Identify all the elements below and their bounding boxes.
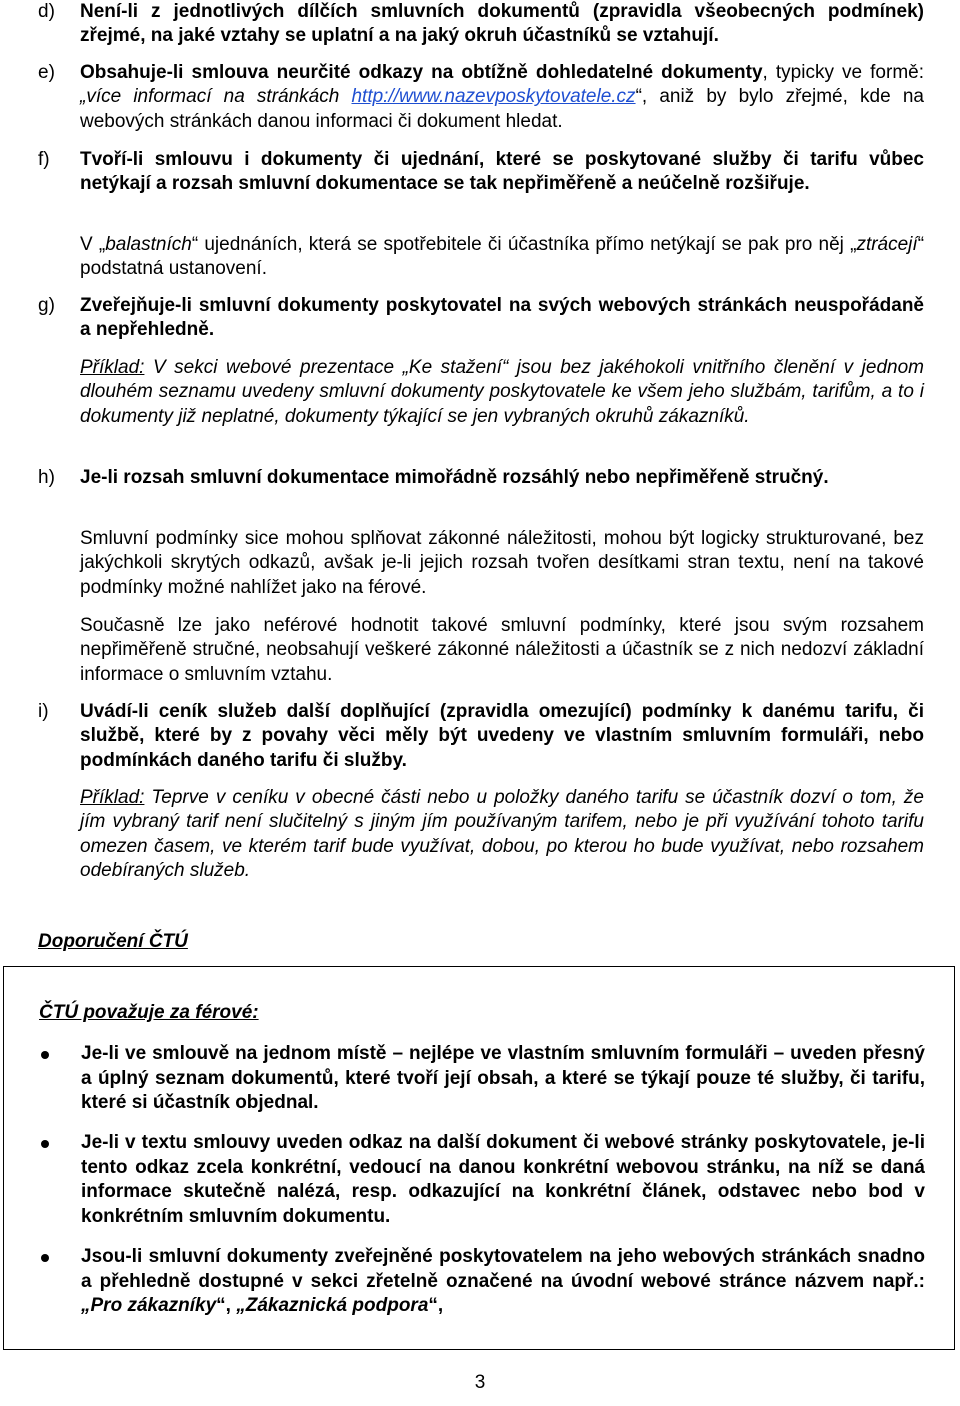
list-label: h) xyxy=(38,467,55,488)
example-text: V sekci webové prezentace „Ke stažení“ jsou bez jakéhokoli vnitřního členění v jednom dlouhém seznamu uvedeny smluvní dokumenty poskytovatele ke všem jeho službám, tarifům, a to i dokumenty již neplatné, dokumenty týkající se jen vybraných okruhů zákazníků. xyxy=(80,357,924,427)
bullet-item xyxy=(41,1245,925,1319)
section-heading: Doporučení ČTÚ xyxy=(38,931,188,952)
provider-website-link[interactable]: http://www.nazevposkytovatele.cz xyxy=(351,86,636,108)
list-text: Je-li rozsah smluvní dokumentace mimořádně rozsáhlý nebo nepřiměřeně stručný. xyxy=(80,467,829,488)
text-part: Jsou-li smluvní dokumenty zveřejněné poskytovatelem na jeho webových stránkách snadno a přehledně dostupné v sekci zřetelně označené na úvodní webové stránce názvem např.: xyxy=(81,1246,925,1292)
bullet-text: Je-li ve smlouvě na jednom místě – nejlépe ve vlastním smluvním formuláři – uveden přesný a úplný seznam dokumentů, které tvoří její obsah, a které se týkají pouze té služby, či tarifu, které si účastník objednal. xyxy=(81,1043,925,1114)
example-label: Příklad: xyxy=(80,357,145,378)
recommendation-box xyxy=(3,966,955,1350)
text-part: “ podstatná ustanovení. xyxy=(80,234,925,280)
list-text-normal: “, aniž by bylo zřejmé, kde na webových stránkách danou informaci či dokument hledat. xyxy=(80,86,924,132)
bullet-item xyxy=(41,1131,925,1229)
list-item-f xyxy=(38,148,924,197)
bullet-icon xyxy=(41,1140,49,1148)
paragraph-h-2: Současně lze jako neférové hodnotit takové smluvní podmínky, které jsou svým rozsahem nepřiměřeně stručné, neobsahují veškeré zákonné náležitosti a účastník se z nich nedozví základní informace o smluvním vztahu. xyxy=(80,615,924,685)
list-item-g xyxy=(38,294,924,343)
paragraph-h-1: Smluvní podmínky sice mohou splňovat zákonné náležitosti, mohou být logicky strukturované, bez jakýchkoli skrytých odkazů, avšak je-li jejich rozsah tvořen desítkami stran textu, není na takové podmínky možné nahlížet jako na férové. xyxy=(80,528,924,598)
box-title: ČTÚ považuje za férové: xyxy=(39,1002,259,1023)
list-text: Není-li z jednotlivých dílčích smluvních dokumentů (zpravidla všeobecných podmínek) zřejmé, na jaké vztahy se uplatní a na jaký okruh účastníků se vztahují. xyxy=(80,1,924,47)
list-item-i xyxy=(38,700,924,773)
bullet-icon xyxy=(41,1254,49,1262)
bullet-text xyxy=(81,1245,925,1319)
text-italic: ztrácejí xyxy=(856,234,918,255)
list-item-h xyxy=(38,466,924,490)
list-text-bold: Obsahuje-li smlouva neurčité odkazy na obtížně dohledatelné dokumenty xyxy=(80,62,763,83)
text-part: V „ xyxy=(80,234,106,255)
list-label: d) xyxy=(38,1,55,22)
list-item-e xyxy=(38,61,924,134)
list-text xyxy=(80,61,924,134)
list-text-normal: , typicky ve formě: xyxy=(762,62,924,83)
text-part: “, xyxy=(216,1295,237,1317)
example-label: Příklad: xyxy=(80,787,145,808)
paragraph-f xyxy=(80,233,924,282)
list-text: Uvádí-li ceník služeb další doplňující (zpravidla omezující) podmínky k danému tarifu, či službě, které by z povahy věci měly být uvedeny ve vlastním smluvním formuláři, nebo podmínkách daného tarifu či služby. xyxy=(80,701,924,771)
example-i xyxy=(80,786,924,884)
example-text: Teprve v ceníku v obecné části nebo u položky daného tarifu se účastník dozví o tom, že jím vybraný tarif není slučitelný s jiným jím používaným tarifem, nebo je při využívání tohoto tarifu omezen časem, ve kterém tarif bude využívat, dobou, po kterou ho bude využívat, nebo rozsahem odebíraných služeb. xyxy=(80,787,924,882)
list-label: i) xyxy=(38,701,49,722)
list-text: Tvoří-li smlouvu i dokumenty či ujednání, které se poskytované služby či tarifu vůbec netýkají a rozsah smluvní dokumentace se tak nepřiměřeně a neúčelně rozšiřuje. xyxy=(80,149,924,195)
list-label: e) xyxy=(38,62,55,83)
list-text-italic: „více informací na stránkách xyxy=(80,86,352,108)
list-text: Zveřejňuje-li smluvní dokumenty poskytovatel na svých webových stránkách neuspořádaně a nepřehledně. xyxy=(80,295,924,341)
text-italic: „Zákaznická podpora xyxy=(236,1295,429,1317)
page-number: 3 xyxy=(474,1372,486,1393)
text-italic: balastních xyxy=(105,234,192,255)
bullet-item xyxy=(41,1042,925,1116)
example-g xyxy=(80,356,924,429)
text-part: “, xyxy=(428,1295,444,1317)
list-item-d xyxy=(38,0,924,49)
text-italic: „Pro zákazníky xyxy=(81,1295,217,1317)
bullet-icon xyxy=(41,1051,49,1059)
list-label: g) xyxy=(38,295,55,316)
bullet-text: Je-li v textu smlouvy uveden odkaz na další dokument či webové stránky poskytovatele, je-li tento odkaz zcela konkrétní, vedoucí na danou konkrétní webovou stránku, na níž se daná informace skutečně nalézá, resp. odkazující na konkrétní článek, odstavec nebo bod v konkrétním smluvním dokumentu. xyxy=(81,1132,925,1227)
text-part: “ ujednáních, která se spotřebitele či účastníka přímo netýkají se pak pro něj „ xyxy=(191,234,857,255)
list-label: f) xyxy=(38,149,50,170)
